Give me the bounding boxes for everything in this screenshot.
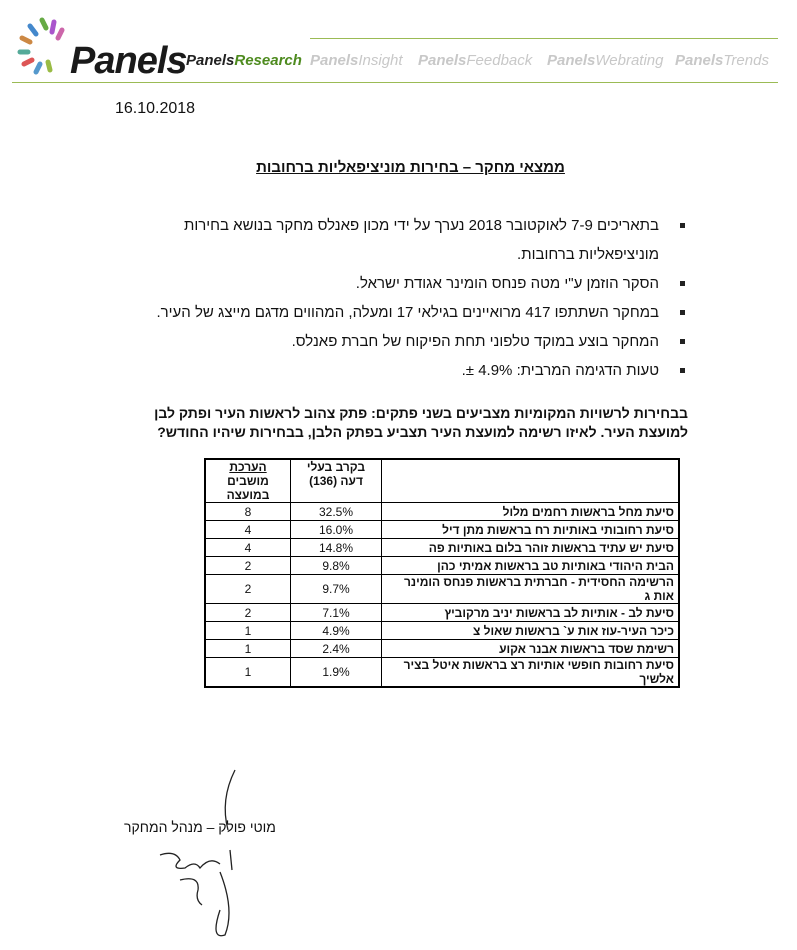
table-row	[205, 575, 679, 604]
vote-percent: 32.5%	[291, 503, 382, 521]
vote-percent: 14.8%	[291, 539, 382, 557]
brand-panels-webrating: PanelsWebrating	[547, 52, 664, 69]
table-row	[205, 604, 679, 622]
table-row	[205, 622, 679, 640]
list-name: סיעת מחל בראשות רחמים מלול	[382, 503, 680, 521]
seat-estimate: 2	[205, 557, 291, 575]
seat-estimate: 1	[205, 622, 291, 640]
handwritten-signature	[140, 760, 250, 940]
seat-estimate: 2	[205, 575, 291, 604]
seat-estimate: 4	[205, 521, 291, 539]
table-row	[205, 640, 679, 658]
seat-estimate: 1	[205, 640, 291, 658]
document-title: ממצאי מחקר – בחירות מוניציפאליות ברחובות	[256, 159, 565, 176]
list-name: כיכר העיר-עוז אות ע` בראשות שאול צ	[382, 622, 680, 640]
document-date: 16.10.2018	[115, 100, 196, 117]
seat-estimate: 8	[205, 503, 291, 521]
list-name: סיעת רחובות חופשי אותיות רצ בראשות איטל בציר אלשיך	[382, 658, 680, 688]
list-name: הבית היהודי באותיות טב בראשות אמיתי כהן	[382, 557, 680, 575]
list-name: סיעת יש עתיד בראשות זוהר בלום באותיות פה	[382, 539, 680, 557]
vote-percent: 2.4%	[291, 640, 382, 658]
list-name: סיעת לב - אותיות לב בראשות יניב מרקוביץ	[382, 604, 680, 622]
seat-estimate: 4	[205, 539, 291, 557]
table-row	[205, 539, 679, 557]
table-row	[205, 658, 679, 688]
list-item: בתאריכים 7-9 לאוקטובר 2018 נערך על ידי מכון פאנלס מחקר בנושא בחירות מוניציפאליות ברחובות.	[107, 211, 687, 269]
vote-percent: 9.7%	[291, 575, 382, 604]
panels-logo	[12, 12, 187, 82]
survey-question: בבחירות לרשויות המקומיות מצביעים בשני פתקים: פתק צהוב לראשות העיר ופתק לבן למועצת העיר. לאיזו רשימה למועצת העיר תצביע בפתק הלבן, בבחירות שיהיו החודש?	[154, 405, 688, 440]
vote-percent: 1.9%	[291, 658, 382, 688]
seat-estimate: 1	[205, 658, 291, 688]
list-item: טעות הדגימה המרבית: 4.9% ±.	[107, 356, 687, 385]
vote-percent: 7.1%	[291, 604, 382, 622]
brand-panels-trends: PanelsTrends	[675, 52, 769, 69]
list-name: רשימת שסד בראשות אבנר אקוע	[382, 640, 680, 658]
brand-panels-insight: PanelsInsight	[310, 52, 403, 69]
vote-percent: 4.9%	[291, 622, 382, 640]
panels-logo-icon	[12, 12, 72, 78]
table-row	[205, 521, 679, 539]
signature-caption: מוטי פולק – מנהל המחקר	[124, 819, 276, 835]
list-item: המחקר בוצע במוקד טלפוני תחת הפיקוח של חברת פאנלס.	[107, 327, 687, 356]
list-name: סיעת רחובותי באותיות רח בראשות מתן דיל	[382, 521, 680, 539]
list-item: הסקר הוזמן ע"י מטה פנחס הומינר אגודת ישראל.	[107, 269, 687, 298]
brand-panels-research: PanelsResearch	[186, 52, 302, 69]
header-seats: הערכת מושבים במועצה	[205, 459, 291, 503]
vote-percent: 9.8%	[291, 557, 382, 575]
header-pct: בקרב בעלי דעה (136)	[291, 459, 382, 503]
header-rule-top	[310, 38, 778, 39]
seat-estimate: 2	[205, 604, 291, 622]
findings-list	[107, 211, 687, 385]
list-name: הרשימה החסידית - חברתית בראשות פנחס הומינר אות ג	[382, 575, 680, 604]
header-rule-bottom	[12, 82, 778, 83]
table-row	[205, 503, 679, 521]
vote-percent: 16.0%	[291, 521, 382, 539]
list-item: במחקר השתתפו 417 מרואיינים בגילאי 17 ומעלה, המהווים מדגם מייצג של העיר.	[107, 298, 687, 327]
header-name	[382, 459, 680, 503]
results-table	[204, 458, 680, 688]
table-header-row	[205, 459, 679, 503]
table-row	[205, 557, 679, 575]
brand-panels-feedback: PanelsFeedback	[418, 52, 533, 69]
logo-wordmark: Panels	[70, 40, 187, 82]
